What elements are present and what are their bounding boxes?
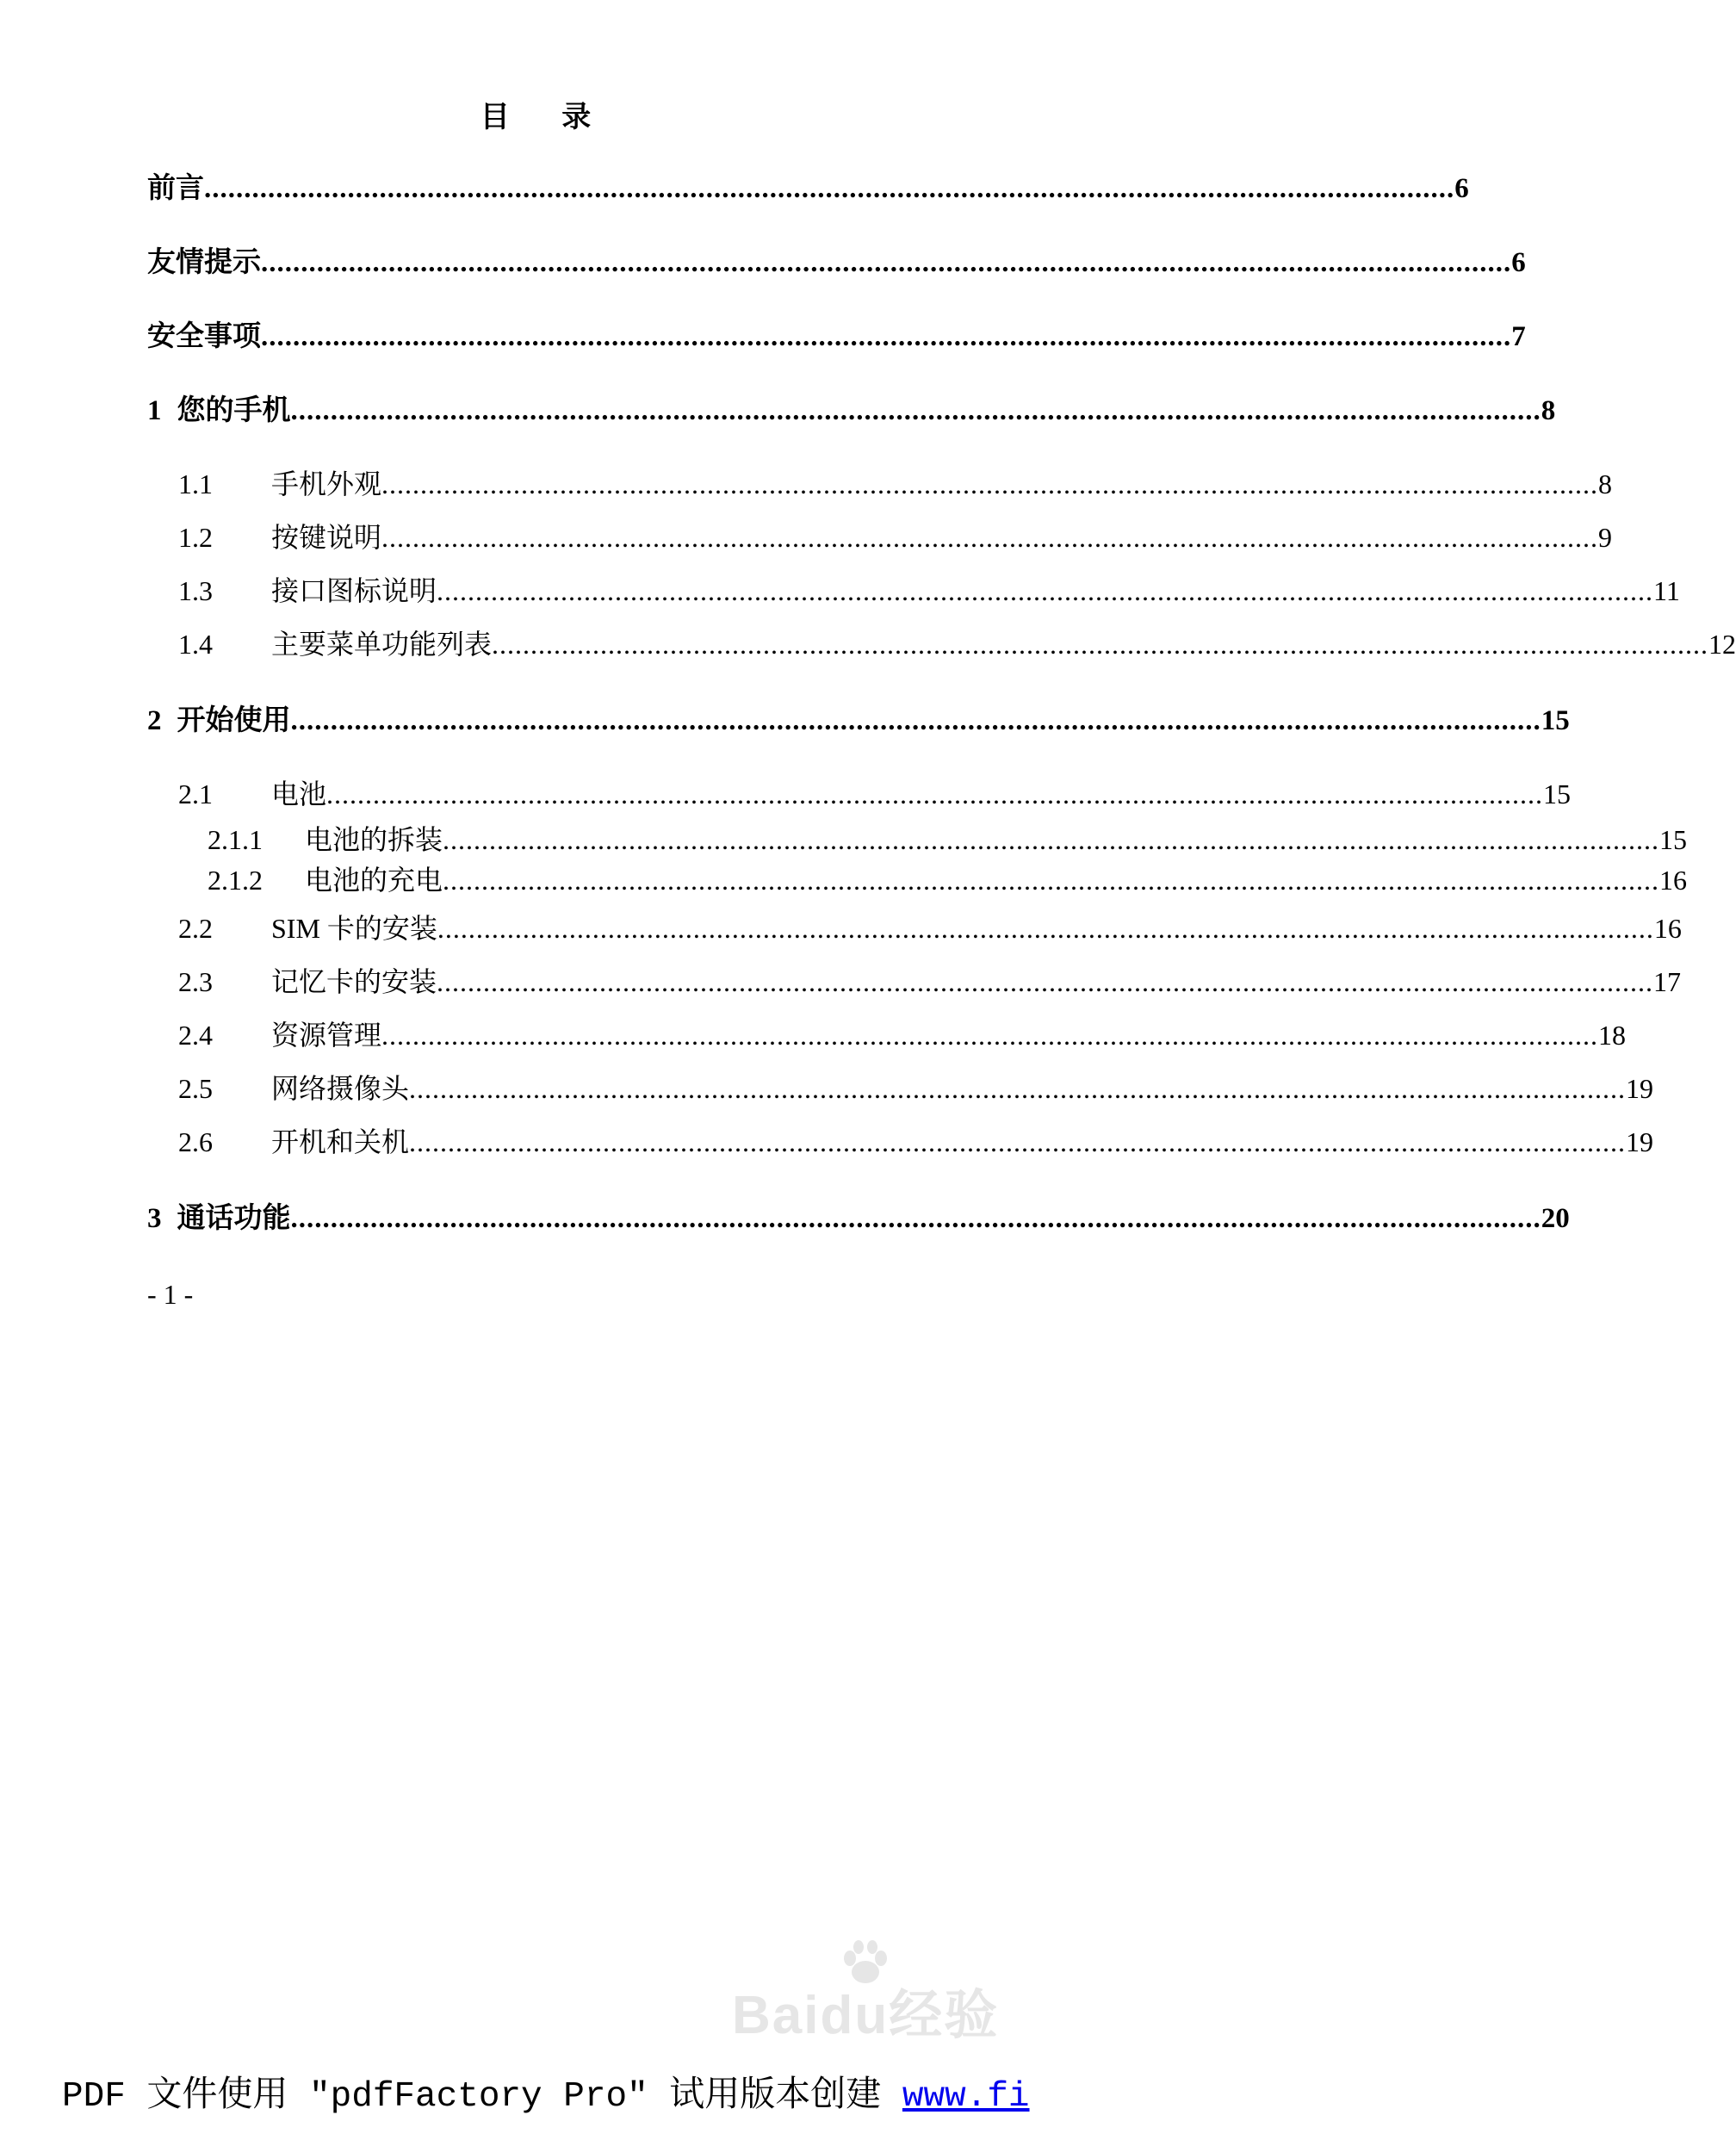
toc-leader-dots: ............................................................................................................................................................. bbox=[492, 629, 1709, 660]
toc-leader-dots: ............................................................................................................................................................. bbox=[204, 173, 1455, 204]
toc-leader-dots: ............................................................................................................................................................. bbox=[409, 1126, 1627, 1157]
toc-entry-page: 8 bbox=[1598, 468, 1613, 499]
toc-entry-label bbox=[178, 1120, 409, 1160]
toc-entry-number: 2.1.1 bbox=[208, 824, 263, 855]
toc-entry-1-4[interactable] bbox=[178, 623, 1736, 662]
toc-entry-page: 15 bbox=[1541, 705, 1570, 736]
toc-entry-page: 15 bbox=[1543, 778, 1572, 809]
toc-entry-number: 1.3 bbox=[178, 575, 213, 606]
toc-entry-label bbox=[147, 698, 291, 738]
toc-entry-label bbox=[178, 516, 381, 555]
toc-entry-page: 17 bbox=[1653, 966, 1682, 997]
toc-entry-1-3[interactable] bbox=[178, 569, 1680, 609]
toc-entry-page: 11 bbox=[1653, 575, 1680, 606]
toc-entry-preface[interactable] bbox=[147, 165, 1469, 206]
toc-entry-page: 6 bbox=[1454, 173, 1469, 204]
toc-entry-number: 1.4 bbox=[178, 629, 213, 660]
toc-entry-2-6[interactable] bbox=[178, 1120, 1654, 1160]
toc-leader-dots: ............................................................................................................................................................. bbox=[409, 1073, 1627, 1104]
toc-entry-label bbox=[178, 772, 326, 812]
toc-entry-page: 6 bbox=[1511, 247, 1526, 278]
toc-entry-page: 20 bbox=[1541, 1203, 1570, 1234]
toc-leader-dots: ............................................................................................................................................................. bbox=[437, 966, 1654, 997]
toc-leader-dots: ............................................................................................................................................................. bbox=[381, 1020, 1599, 1051]
toc-entry-page: 16 bbox=[1653, 913, 1682, 944]
toc-entry-page: 16 bbox=[1659, 865, 1688, 896]
toc-leader-dots: ............................................................................................................................................................. bbox=[443, 824, 1660, 855]
toc-entry-chapter-2[interactable] bbox=[147, 698, 1570, 738]
toc-entry-page: 7 bbox=[1511, 321, 1526, 352]
toc-entry-number: 2.1 bbox=[178, 778, 213, 809]
toc-entry-page: 9 bbox=[1598, 522, 1613, 553]
toc-entry-number: 2.5 bbox=[178, 1073, 213, 1104]
pdf-footer bbox=[62, 2065, 1071, 2117]
toc-entry-label bbox=[178, 1067, 409, 1107]
toc-entry-label bbox=[147, 1195, 291, 1236]
toc-entry-text: 通话功能 bbox=[177, 1203, 291, 1234]
toc-entry-label: 安全事项 bbox=[147, 321, 261, 352]
footer-link[interactable]: www.fi bbox=[902, 2077, 1030, 2117]
toc-entry-2-3[interactable] bbox=[178, 960, 1682, 1000]
toc-entry-number: 2 bbox=[147, 705, 162, 736]
toc-entry-number: 3 bbox=[147, 1203, 162, 1234]
toc-leader-dots: ............................................................................................................................................................. bbox=[261, 321, 1512, 352]
toc-entry-label bbox=[178, 907, 437, 946]
toc-entry-text: 开机和关机 bbox=[271, 1126, 410, 1157]
toc-entry-text: 电池的拆装 bbox=[305, 824, 443, 855]
toc-entry-text: 电池 bbox=[271, 778, 327, 809]
toc-entry-chapter-1[interactable] bbox=[147, 388, 1556, 428]
toc-entry-text: 接口图标说明 bbox=[271, 575, 437, 606]
toc-entry-text: 电池的充电 bbox=[305, 865, 443, 896]
toc-entry-2-1-1[interactable] bbox=[208, 818, 1688, 858]
toc-entry-2-1[interactable] bbox=[178, 772, 1572, 812]
toc-entry-text: 按键说明 bbox=[271, 522, 382, 553]
toc-entry-2-2[interactable] bbox=[178, 907, 1682, 946]
toc-entry-text: 手机外观 bbox=[271, 468, 382, 499]
toc-leader-dots: ............................................................................................................................................................. bbox=[290, 395, 1541, 426]
toc-entry-number: 2.3 bbox=[178, 966, 213, 997]
toc-entry-page: 18 bbox=[1598, 1020, 1627, 1051]
toc-leader-dots: ............................................................................................................................................................. bbox=[290, 1203, 1541, 1234]
toc-entry-page: 8 bbox=[1541, 395, 1556, 426]
toc-title: 目 录 bbox=[480, 102, 614, 133]
watermark-logo: Baidu经验 bbox=[732, 1986, 1000, 2045]
toc-entry-number: 1.2 bbox=[178, 522, 213, 553]
toc-leader-dots: ............................................................................................................................................................. bbox=[437, 913, 1654, 944]
toc-leader-dots: ............................................................................................................................................................. bbox=[381, 522, 1599, 553]
toc-entry-text: 您的手机 bbox=[177, 395, 291, 426]
toc-leader-dots: ............................................................................................................................................................. bbox=[437, 575, 1654, 606]
toc-entry-label bbox=[208, 818, 443, 858]
toc-entry-text: 主要菜单功能列表 bbox=[271, 629, 493, 660]
toc-entry-number: 1.1 bbox=[178, 468, 213, 499]
toc-entry-text: 网络摄像头 bbox=[271, 1073, 410, 1104]
toc-entry-number: 1 bbox=[147, 395, 162, 426]
toc-leader-dots: ............................................................................................................................................................. bbox=[443, 865, 1660, 896]
toc-entry-text: 记忆卡的安装 bbox=[271, 966, 437, 997]
toc-leader-dots: ............................................................................................................................................................. bbox=[326, 778, 1544, 809]
toc-leader-dots: ............................................................................................................................................................. bbox=[381, 468, 1599, 499]
toc-entry-page: 19 bbox=[1626, 1126, 1654, 1157]
toc-entry-label bbox=[208, 859, 443, 898]
toc-entry-label bbox=[178, 1014, 381, 1053]
toc-entry-safety[interactable] bbox=[147, 313, 1526, 354]
toc-entry-number: 2.1.2 bbox=[208, 865, 263, 896]
toc-entry-number: 2.4 bbox=[178, 1020, 213, 1051]
page-number: - 1 - bbox=[147, 1279, 194, 1310]
toc-entry-label bbox=[178, 462, 381, 502]
toc-entry-chapter-3[interactable] bbox=[147, 1195, 1570, 1236]
toc-entry-page: 15 bbox=[1659, 824, 1688, 855]
toc-entry-label bbox=[178, 569, 437, 609]
toc-entry-1-2[interactable] bbox=[178, 516, 1613, 555]
toc-entry-label bbox=[178, 623, 492, 662]
toc-entry-label bbox=[147, 388, 291, 428]
toc-entry-text: 资源管理 bbox=[271, 1020, 382, 1051]
toc-entry-tips[interactable] bbox=[147, 239, 1526, 280]
toc-entry-text: 开始使用 bbox=[177, 705, 291, 736]
toc-leader-dots: ............................................................................................................................................................. bbox=[290, 705, 1541, 736]
toc-entry-1-1[interactable] bbox=[178, 462, 1613, 502]
toc-entry-2-5[interactable] bbox=[178, 1067, 1654, 1107]
toc-entry-number: 2.6 bbox=[178, 1126, 213, 1157]
toc-entry-page: 19 bbox=[1626, 1073, 1654, 1104]
footer-text: PDF 文件使用 "pdfFactory Pro" 试用版本创建 bbox=[62, 2077, 902, 2117]
toc-entry-text: SIM 卡的安装 bbox=[271, 913, 437, 944]
toc-entry-2-1-2[interactable] bbox=[208, 859, 1688, 898]
toc-entry-label: 友情提示 bbox=[147, 247, 261, 278]
toc-entry-page: 12 bbox=[1708, 629, 1736, 660]
toc-entry-label bbox=[178, 960, 437, 1000]
toc-entry-label: 前言 bbox=[147, 173, 204, 204]
toc-leader-dots: ............................................................................................................................................................. bbox=[261, 247, 1512, 278]
toc-entry-2-4[interactable] bbox=[178, 1014, 1627, 1053]
toc-entry-number: 2.2 bbox=[178, 913, 213, 944]
